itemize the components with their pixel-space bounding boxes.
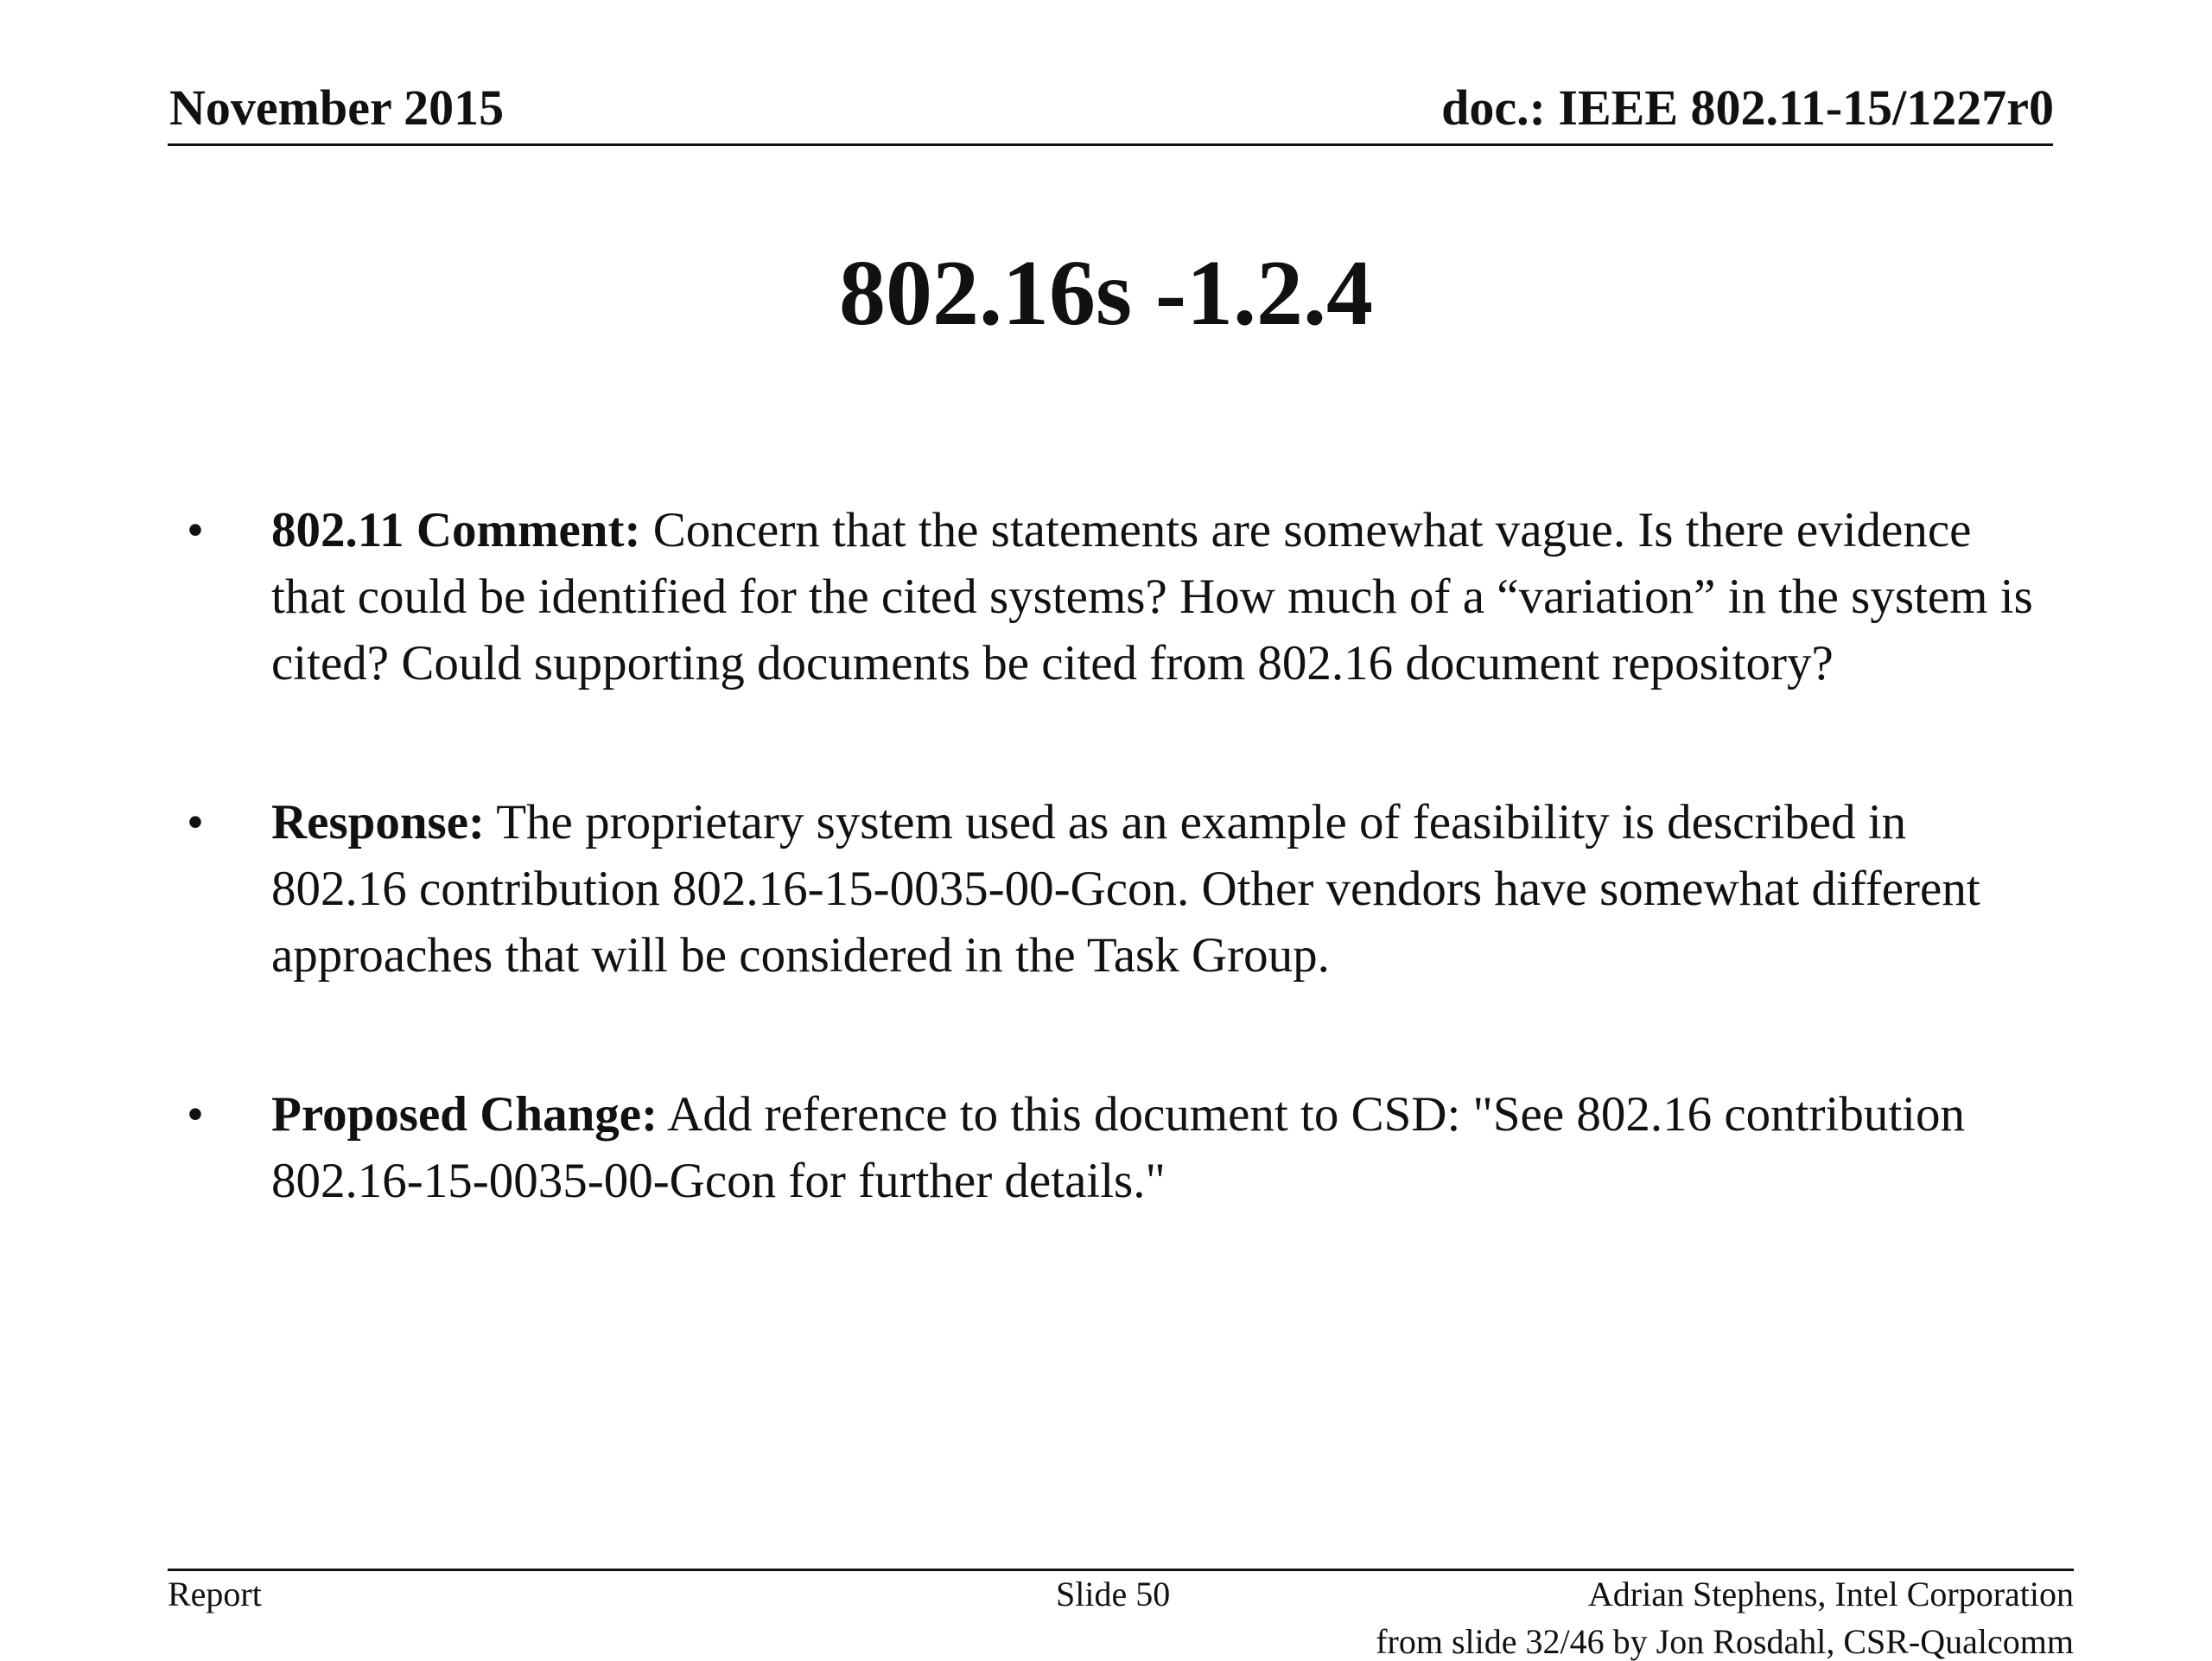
slide-title: 802.16s -1.2.4 bbox=[839, 242, 1373, 345]
bullet-dot-icon: • bbox=[187, 795, 204, 850]
slide-number: Slide 50 bbox=[1056, 1575, 1171, 1613]
bullet-dot-icon: • bbox=[187, 1087, 204, 1142]
bullet-text: Concern that the statements are somewhat vague. Is there evidence that could be identified for the cited systems? How much of a “variation” in the system is cited? Could supporting documents be cited from 802.16 document repository? bbox=[271, 503, 2033, 690]
bullet-label: 802.11 Comment: bbox=[271, 503, 641, 557]
bullet-dot-icon: • bbox=[187, 503, 204, 557]
header-date: November 2015 bbox=[169, 80, 505, 136]
footer-source-note: from slide 32/46 by Jon Rosdahl, CSR-Qualcomm bbox=[1376, 1622, 2074, 1661]
bullet-item-response bbox=[187, 789, 2053, 989]
footer-author: Adrian Stephens, Intel Corporation bbox=[1587, 1575, 2074, 1613]
bullet-list bbox=[187, 497, 2053, 1307]
bullet-item-comment bbox=[187, 497, 2053, 697]
footer-divider bbox=[168, 1569, 2074, 1571]
footer-category: Report bbox=[168, 1575, 262, 1613]
header-document-id: doc.: IEEE 802.11-15/1227r0 bbox=[1441, 80, 2054, 136]
header-divider bbox=[168, 143, 2053, 146]
bullet-label: Response: bbox=[271, 795, 486, 850]
bullet-text: The proprietary system used as an example of feasibility is described in 802.16 contribution 802.16-15-0035-00-Gcon. Other vendors have somewhat different approaches that will be considered in the Task Group. bbox=[271, 795, 1980, 983]
bullet-label: Proposed Change: bbox=[271, 1087, 658, 1142]
bullet-item-proposed-change bbox=[187, 1081, 2053, 1214]
bullet-text: Add reference to this document to CSD: "See 802.16 contribution 802.16-15-0035-00-Gcon for further details." bbox=[271, 1087, 1965, 1208]
